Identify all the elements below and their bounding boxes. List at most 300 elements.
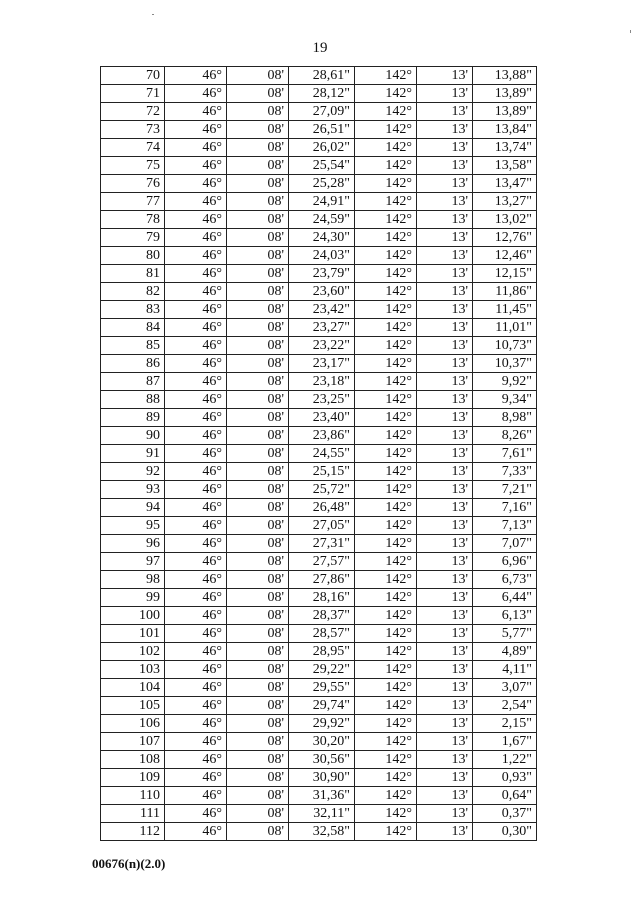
table-row [101,661,537,679]
lat-minutes-cell: 08' [227,301,289,319]
lat-seconds-cell: 28,16" [289,589,355,607]
table-row [101,319,537,337]
lat-seconds-cell: 26,02" [289,139,355,157]
lat-degrees-cell: 46° [165,445,227,463]
lat-minutes-cell: 08' [227,445,289,463]
lon-minutes-cell: 13' [417,553,473,571]
point-number-cell: 84 [101,319,165,337]
lon-minutes-cell: 13' [417,373,473,391]
table-row [101,625,537,643]
lon-seconds-cell: 0,30" [473,823,537,841]
lon-seconds-cell: 5,77" [473,625,537,643]
lat-seconds-cell: 30,56" [289,751,355,769]
table-row [101,715,537,733]
lat-minutes-cell: 08' [227,265,289,283]
lat-minutes-cell: 08' [227,427,289,445]
lat-seconds-cell: 27,05" [289,517,355,535]
point-number-cell: 87 [101,373,165,391]
lon-degrees-cell: 142° [355,661,417,679]
point-number-cell: 74 [101,139,165,157]
lat-minutes-cell: 08' [227,697,289,715]
lon-seconds-cell: 2,15" [473,715,537,733]
lon-seconds-cell: 13,47" [473,175,537,193]
lat-seconds-cell: 24,55" [289,445,355,463]
lon-degrees-cell: 142° [355,445,417,463]
table-row [101,283,537,301]
lon-seconds-cell: 0,37" [473,805,537,823]
table-row [101,697,537,715]
lon-seconds-cell: 7,13" [473,517,537,535]
table-row [101,391,537,409]
lon-degrees-cell: 142° [355,409,417,427]
lon-degrees-cell: 142° [355,553,417,571]
lat-minutes-cell: 08' [227,193,289,211]
lon-minutes-cell: 13' [417,175,473,193]
point-number-cell: 112 [101,823,165,841]
point-number-cell: 99 [101,589,165,607]
lat-minutes-cell: 08' [227,661,289,679]
lat-seconds-cell: 27,86" [289,571,355,589]
lat-degrees-cell: 46° [165,751,227,769]
lon-seconds-cell: 8,26" [473,427,537,445]
table-row [101,553,537,571]
lat-seconds-cell: 23,25" [289,391,355,409]
lon-minutes-cell: 13' [417,247,473,265]
lat-minutes-cell: 08' [227,157,289,175]
lon-seconds-cell: 8,98" [473,409,537,427]
lat-minutes-cell: 08' [227,823,289,841]
lon-minutes-cell: 13' [417,571,473,589]
point-number-cell: 95 [101,517,165,535]
lon-degrees-cell: 142° [355,823,417,841]
point-number-cell: 102 [101,643,165,661]
lat-minutes-cell: 08' [227,571,289,589]
point-number-cell: 110 [101,787,165,805]
point-number-cell: 86 [101,355,165,373]
lon-minutes-cell: 13' [417,517,473,535]
lon-seconds-cell: 11,86" [473,283,537,301]
table-row [101,805,537,823]
table-row [101,211,537,229]
lon-minutes-cell: 13' [417,463,473,481]
lat-degrees-cell: 46° [165,553,227,571]
lon-degrees-cell: 142° [355,211,417,229]
point-number-cell: 108 [101,751,165,769]
lon-degrees-cell: 142° [355,157,417,175]
point-number-cell: 103 [101,661,165,679]
table-row [101,265,537,283]
lat-minutes-cell: 08' [227,247,289,265]
lat-minutes-cell: 08' [227,733,289,751]
table-row [101,823,537,841]
lat-minutes-cell: 08' [227,283,289,301]
lon-seconds-cell: 13,89" [473,103,537,121]
lat-seconds-cell: 25,54" [289,157,355,175]
lon-seconds-cell: 0,93" [473,769,537,787]
lon-degrees-cell: 142° [355,643,417,661]
lon-seconds-cell: 1,67" [473,733,537,751]
lon-degrees-cell: 142° [355,463,417,481]
lon-minutes-cell: 13' [417,103,473,121]
table-row [101,679,537,697]
lon-seconds-cell: 6,44" [473,589,537,607]
lat-minutes-cell: 08' [227,139,289,157]
lat-seconds-cell: 29,92" [289,715,355,733]
lat-seconds-cell: 32,11" [289,805,355,823]
lat-minutes-cell: 08' [227,175,289,193]
lat-seconds-cell: 23,17" [289,355,355,373]
lon-seconds-cell: 9,92" [473,373,537,391]
lon-minutes-cell: 13' [417,715,473,733]
lon-degrees-cell: 142° [355,283,417,301]
scan-speck [630,30,631,33]
lat-seconds-cell: 27,57" [289,553,355,571]
lon-seconds-cell: 7,16" [473,499,537,517]
table-row [101,373,537,391]
lon-seconds-cell: 12,46" [473,247,537,265]
lon-minutes-cell: 13' [417,139,473,157]
table-row [101,751,537,769]
lon-minutes-cell: 13' [417,481,473,499]
lon-degrees-cell: 142° [355,265,417,283]
lat-degrees-cell: 46° [165,625,227,643]
lat-degrees-cell: 46° [165,589,227,607]
lon-minutes-cell: 13' [417,67,473,85]
lon-degrees-cell: 142° [355,787,417,805]
table-row [101,67,537,85]
lat-seconds-cell: 31,36" [289,787,355,805]
lat-seconds-cell: 23,18" [289,373,355,391]
lon-seconds-cell: 4,11" [473,661,537,679]
lat-degrees-cell: 46° [165,337,227,355]
lat-degrees-cell: 46° [165,607,227,625]
lat-minutes-cell: 08' [227,625,289,643]
lat-degrees-cell: 46° [165,247,227,265]
lon-seconds-cell: 13,02" [473,211,537,229]
lat-minutes-cell: 08' [227,499,289,517]
lon-minutes-cell: 13' [417,679,473,697]
lon-seconds-cell: 11,45" [473,301,537,319]
lat-degrees-cell: 46° [165,535,227,553]
lon-minutes-cell: 13' [417,823,473,841]
point-number-cell: 97 [101,553,165,571]
point-number-cell: 93 [101,481,165,499]
lat-seconds-cell: 28,95" [289,643,355,661]
table-row [101,121,537,139]
point-number-cell: 88 [101,391,165,409]
point-number-cell: 70 [101,67,165,85]
lat-seconds-cell: 25,72" [289,481,355,499]
lat-minutes-cell: 08' [227,355,289,373]
lon-degrees-cell: 142° [355,499,417,517]
point-number-cell: 83 [101,301,165,319]
lon-seconds-cell: 2,54" [473,697,537,715]
scan-speck [152,14,154,15]
lon-degrees-cell: 142° [355,193,417,211]
table-row [101,175,537,193]
lat-degrees-cell: 46° [165,103,227,121]
lat-minutes-cell: 08' [227,373,289,391]
lon-seconds-cell: 13,27" [473,193,537,211]
lon-seconds-cell: 13,84" [473,121,537,139]
table-row [101,139,537,157]
point-number-cell: 81 [101,265,165,283]
lat-seconds-cell: 27,09" [289,103,355,121]
point-number-cell: 71 [101,85,165,103]
coordinates-table-body [101,67,537,841]
lat-seconds-cell: 28,57" [289,625,355,643]
lat-seconds-cell: 24,59" [289,211,355,229]
lat-degrees-cell: 46° [165,517,227,535]
lon-minutes-cell: 13' [417,697,473,715]
lat-seconds-cell: 28,12" [289,85,355,103]
lon-seconds-cell: 12,76" [473,229,537,247]
lat-seconds-cell: 25,15" [289,463,355,481]
lat-minutes-cell: 08' [227,337,289,355]
lat-seconds-cell: 24,91" [289,193,355,211]
table-row [101,229,537,247]
lat-seconds-cell: 23,27" [289,319,355,337]
lat-minutes-cell: 08' [227,607,289,625]
lon-seconds-cell: 7,61" [473,445,537,463]
lat-degrees-cell: 46° [165,265,227,283]
lon-minutes-cell: 13' [417,769,473,787]
lat-minutes-cell: 08' [227,211,289,229]
lon-degrees-cell: 142° [355,571,417,589]
lat-seconds-cell: 23,86" [289,427,355,445]
lat-minutes-cell: 08' [227,769,289,787]
lat-degrees-cell: 46° [165,643,227,661]
point-number-cell: 90 [101,427,165,445]
lon-degrees-cell: 142° [355,175,417,193]
lon-minutes-cell: 13' [417,391,473,409]
lon-degrees-cell: 142° [355,391,417,409]
lat-seconds-cell: 27,31" [289,535,355,553]
lon-minutes-cell: 13' [417,805,473,823]
lat-minutes-cell: 08' [227,103,289,121]
lat-degrees-cell: 46° [165,805,227,823]
lat-degrees-cell: 46° [165,697,227,715]
lat-degrees-cell: 46° [165,733,227,751]
lon-minutes-cell: 13' [417,337,473,355]
lon-minutes-cell: 13' [417,355,473,373]
lon-degrees-cell: 142° [355,373,417,391]
lat-minutes-cell: 08' [227,643,289,661]
lat-degrees-cell: 46° [165,67,227,85]
lon-minutes-cell: 13' [417,229,473,247]
lat-minutes-cell: 08' [227,679,289,697]
lon-seconds-cell: 13,89" [473,85,537,103]
lon-minutes-cell: 13' [417,661,473,679]
lat-seconds-cell: 28,37" [289,607,355,625]
table-row [101,355,537,373]
lon-degrees-cell: 142° [355,103,417,121]
lat-degrees-cell: 46° [165,229,227,247]
lat-degrees-cell: 46° [165,373,227,391]
lat-minutes-cell: 08' [227,535,289,553]
lat-minutes-cell: 08' [227,121,289,139]
point-number-cell: 111 [101,805,165,823]
page-number: 19 [312,40,328,56]
lon-degrees-cell: 142° [355,769,417,787]
lat-seconds-cell: 24,30" [289,229,355,247]
lon-degrees-cell: 142° [355,337,417,355]
lat-degrees-cell: 46° [165,661,227,679]
lat-minutes-cell: 08' [227,805,289,823]
point-number-cell: 76 [101,175,165,193]
lon-degrees-cell: 142° [355,625,417,643]
point-number-cell: 75 [101,157,165,175]
lon-degrees-cell: 142° [355,481,417,499]
lon-seconds-cell: 6,96" [473,553,537,571]
lat-degrees-cell: 46° [165,823,227,841]
lon-minutes-cell: 13' [417,445,473,463]
table-row [101,769,537,787]
point-number-cell: 78 [101,211,165,229]
lon-degrees-cell: 142° [355,85,417,103]
lon-degrees-cell: 142° [355,301,417,319]
point-number-cell: 77 [101,193,165,211]
lon-minutes-cell: 13' [417,409,473,427]
table-row [101,607,537,625]
lat-seconds-cell: 23,60" [289,283,355,301]
lat-seconds-cell: 26,51" [289,121,355,139]
lat-minutes-cell: 08' [227,787,289,805]
lon-seconds-cell: 7,07" [473,535,537,553]
point-number-cell: 106 [101,715,165,733]
point-number-cell: 101 [101,625,165,643]
lon-degrees-cell: 142° [355,805,417,823]
lon-seconds-cell: 10,73" [473,337,537,355]
lat-minutes-cell: 08' [227,67,289,85]
lon-seconds-cell: 11,01" [473,319,537,337]
lon-degrees-cell: 142° [355,607,417,625]
lon-minutes-cell: 13' [417,625,473,643]
table-row [101,733,537,751]
lat-seconds-cell: 30,90" [289,769,355,787]
table-row [101,643,537,661]
lon-seconds-cell: 7,33" [473,463,537,481]
lon-minutes-cell: 13' [417,121,473,139]
lat-minutes-cell: 08' [227,751,289,769]
lat-seconds-cell: 26,48" [289,499,355,517]
lon-degrees-cell: 142° [355,535,417,553]
lon-seconds-cell: 0,64" [473,787,537,805]
lon-degrees-cell: 142° [355,697,417,715]
lat-degrees-cell: 46° [165,679,227,697]
lon-minutes-cell: 13' [417,283,473,301]
lon-seconds-cell: 7,21" [473,481,537,499]
point-number-cell: 109 [101,769,165,787]
table-row [101,517,537,535]
lat-degrees-cell: 46° [165,283,227,301]
lat-degrees-cell: 46° [165,427,227,445]
lon-degrees-cell: 142° [355,427,417,445]
point-number-cell: 100 [101,607,165,625]
lat-degrees-cell: 46° [165,481,227,499]
point-number-cell: 104 [101,679,165,697]
lon-seconds-cell: 12,15" [473,265,537,283]
table-row [101,337,537,355]
table-row [101,535,537,553]
lat-degrees-cell: 46° [165,139,227,157]
table-row [101,247,537,265]
lat-degrees-cell: 46° [165,319,227,337]
lat-degrees-cell: 46° [165,571,227,589]
lat-seconds-cell: 29,74" [289,697,355,715]
lon-degrees-cell: 142° [355,589,417,607]
point-number-cell: 107 [101,733,165,751]
table-row [101,85,537,103]
lon-degrees-cell: 142° [355,679,417,697]
lon-minutes-cell: 13' [417,157,473,175]
lat-minutes-cell: 08' [227,319,289,337]
lon-minutes-cell: 13' [417,607,473,625]
lat-seconds-cell: 23,40" [289,409,355,427]
lon-minutes-cell: 13' [417,427,473,445]
lon-degrees-cell: 142° [355,715,417,733]
lat-minutes-cell: 08' [227,481,289,499]
lat-degrees-cell: 46° [165,211,227,229]
lat-degrees-cell: 46° [165,121,227,139]
lat-degrees-cell: 46° [165,769,227,787]
lon-seconds-cell: 1,22" [473,751,537,769]
lat-minutes-cell: 08' [227,517,289,535]
coordinates-table [100,66,537,841]
lon-seconds-cell: 9,34" [473,391,537,409]
point-number-cell: 89 [101,409,165,427]
table-row [101,787,537,805]
lon-minutes-cell: 13' [417,499,473,517]
lat-seconds-cell: 23,42" [289,301,355,319]
lat-minutes-cell: 08' [227,553,289,571]
table-row [101,499,537,517]
lat-degrees-cell: 46° [165,157,227,175]
point-number-cell: 94 [101,499,165,517]
point-number-cell: 72 [101,103,165,121]
lon-degrees-cell: 142° [355,751,417,769]
lat-minutes-cell: 08' [227,589,289,607]
lat-degrees-cell: 46° [165,715,227,733]
lat-degrees-cell: 46° [165,463,227,481]
lat-minutes-cell: 08' [227,391,289,409]
lat-seconds-cell: 30,20" [289,733,355,751]
lon-seconds-cell: 6,13" [473,607,537,625]
table-row [101,409,537,427]
table-row [101,463,537,481]
lat-seconds-cell: 28,61" [289,67,355,85]
lon-seconds-cell: 4,89" [473,643,537,661]
lon-minutes-cell: 13' [417,319,473,337]
point-number-cell: 98 [101,571,165,589]
lon-seconds-cell: 13,74" [473,139,537,157]
lon-minutes-cell: 13' [417,211,473,229]
lat-degrees-cell: 46° [165,175,227,193]
lat-degrees-cell: 46° [165,193,227,211]
point-number-cell: 105 [101,697,165,715]
lon-degrees-cell: 142° [355,517,417,535]
lon-degrees-cell: 142° [355,247,417,265]
lon-minutes-cell: 13' [417,265,473,283]
lon-degrees-cell: 142° [355,319,417,337]
lon-minutes-cell: 13' [417,193,473,211]
lon-seconds-cell: 3,07" [473,679,537,697]
lon-degrees-cell: 142° [355,67,417,85]
lon-seconds-cell: 13,88" [473,67,537,85]
point-number-cell: 96 [101,535,165,553]
lat-seconds-cell: 23,22" [289,337,355,355]
lat-degrees-cell: 46° [165,355,227,373]
